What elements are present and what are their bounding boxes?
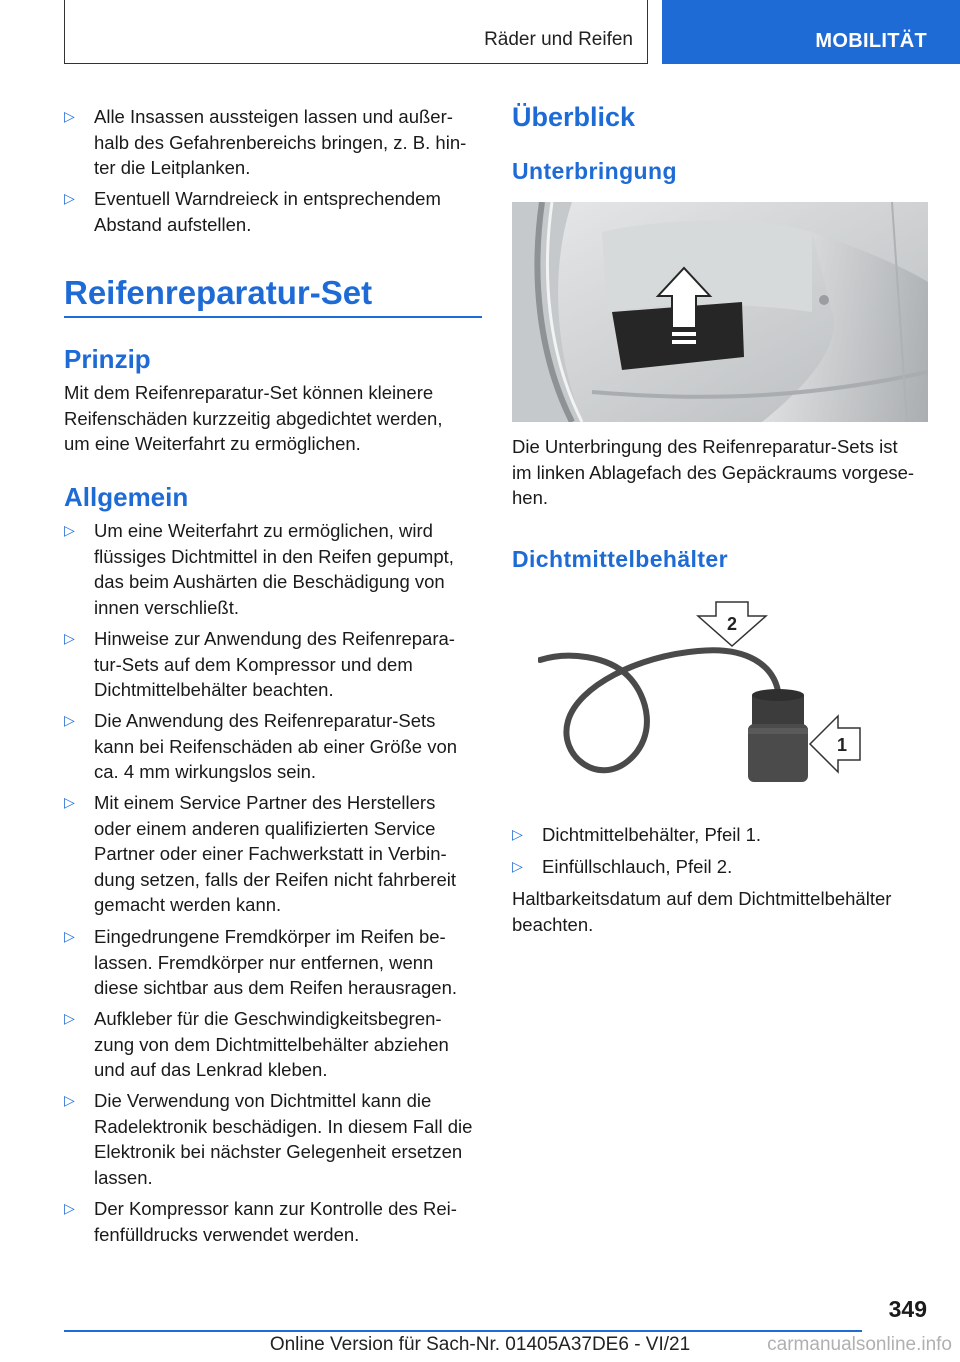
list-item-text: Der Kompressor kann zur Kontrolle des Rei- fenfülldrucks verwendet werden. [94, 1198, 457, 1245]
prinzip-heading: Prinzip [64, 344, 151, 374]
trunk-storage-photo [512, 202, 928, 422]
list-item-text: Dichtmittelbehälter, Pfeil 1. [542, 824, 762, 845]
list-item-text: Alle Insassen aussteigen lassen und außer- halb des Gefahrenbereichs bringen, z. B. hin- ter die Leitplanken. [94, 106, 467, 178]
bullet-triangle-icon: ▷ [64, 522, 75, 538]
pointer-label-1: 1 [836, 735, 848, 755]
header-chapter-label: MOBILITÄT [815, 30, 927, 52]
ueberblick-heading: Überblick [512, 102, 636, 132]
list-item-text: Eventuell Warndreieck in entsprechendem Abstand aufstellen. [94, 188, 441, 235]
list-item-text: Einfüllschlauch, Pfeil 2. [542, 856, 733, 877]
bullet-triangle-icon: ▷ [512, 858, 523, 874]
list-item-text: Hinweise zur Anwendung des Reifenrepara- tur-Sets auf dem Kompressor und dem Dichtmittelbehälter beachten. [94, 628, 455, 700]
bullet-triangle-icon: ▷ [512, 826, 523, 842]
list-item-text: Aufkleber für die Geschwindigkeitsbegren- zung von dem Dichtmittelbehälter abziehen und auf das Lenkrad kleben. [94, 1008, 449, 1080]
page-title: Reifenreparatur-Set [64, 274, 373, 311]
unterbringung-heading: Unterbringung [512, 158, 677, 184]
sealant-container-diagram [538, 596, 868, 792]
bullet-triangle-icon: ▷ [64, 712, 75, 728]
prinzip-text: Mit dem Reifenreparatur-Set können kleinere Reifenschäden kurzzeitig abgedichtet werden, um eine Weiterfahrt zu ermöglichen. [64, 382, 443, 454]
footer-divider [64, 1330, 862, 1332]
page-number: 349 [888, 1296, 927, 1322]
trunk-illustration [512, 202, 928, 422]
dichtmittel-text: Haltbarkeitsdatum auf dem Dichtmittelbehälter beachten. [512, 888, 892, 935]
list-item-text: Eingedrungene Fremdkörper im Reifen be- lassen. Fremdkörper nur entfernen, wenn diese sichtbar aus dem Reifen herausragen. [94, 926, 458, 998]
list-item-text: Die Verwendung von Dichtmittel kann die Radelektronik beschädigen. In diesem Fall die Elektronik bei nächster Gelegenheit ersetzen lassen. [94, 1090, 473, 1188]
dichtmittel-heading: Dichtmittelbehälter [512, 546, 728, 572]
bullet-triangle-icon: ▷ [64, 108, 75, 124]
header-chapter-tab[interactable] [662, 0, 960, 64]
watermark: carmanualsonline.info [767, 1334, 952, 1355]
title-divider [64, 316, 482, 318]
pointer-label-2: 2 [726, 614, 738, 634]
list-item-text: Um eine Weiterfahrt zu ermöglichen, wird flüssiges Dichtmittel in den Reifen gepumpt, das beim Aushärten die Beschädigung von innen verschließt. [94, 520, 454, 618]
allgemein-heading: Allgemein [64, 482, 189, 512]
bullet-triangle-icon: ▷ [64, 1200, 75, 1216]
sealant-bottle-illustration [538, 596, 868, 792]
bullet-triangle-icon: ▷ [64, 630, 75, 646]
list-item-text: Die Anwendung des Reifenreparatur-Sets kann bei Reifenschäden ab einer Größe von ca. 4 mm wirkungslos sein. [94, 710, 458, 782]
bullet-triangle-icon: ▷ [64, 794, 75, 810]
header-section-box [64, 0, 648, 64]
header-section-title: Räder und Reifen [484, 29, 633, 50]
bullet-triangle-icon: ▷ [64, 1092, 75, 1108]
bullet-triangle-icon: ▷ [64, 928, 75, 944]
unterbringung-text: Die Unterbringung des Reifenreparatur-Sets ist im linken Ablagefach des Gepäckraums vorgese- hen. [512, 436, 915, 508]
footer-online-version: Online Version für Sach-Nr. 01405A37DE6 - VI/21 [269, 1334, 691, 1355]
bullet-triangle-icon: ▷ [64, 1010, 75, 1026]
bullet-triangle-icon: ▷ [64, 190, 75, 206]
list-item-text: Mit einem Service Partner des Herstellers oder einem anderen qualifizierten Service Partner oder einer Fachwerkstatt in Verbin- dung setzen, falls der Reifen nicht fahrbereit gemacht werden kann. [94, 792, 456, 915]
